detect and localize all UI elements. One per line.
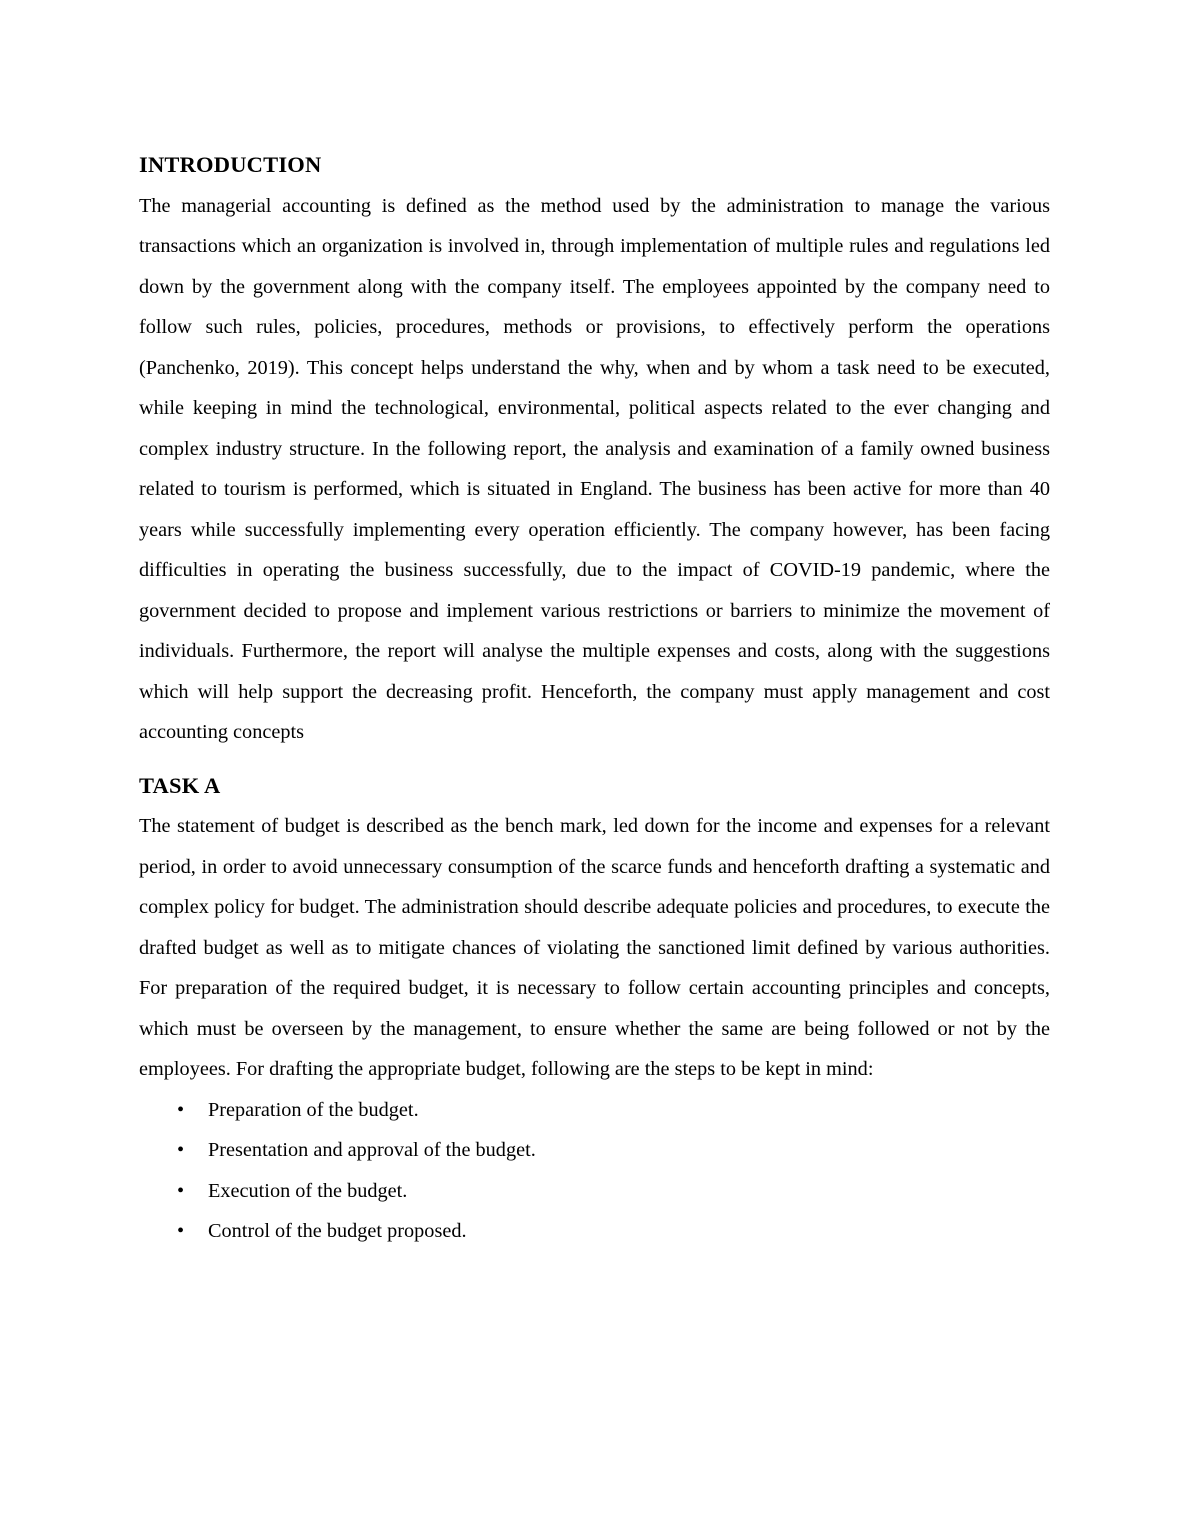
list-item-label: Preparation of the budget. bbox=[208, 1098, 419, 1121]
budget-steps-list bbox=[139, 1090, 1050, 1252]
list-item bbox=[139, 1130, 1050, 1171]
bullet-icon: • bbox=[177, 1098, 185, 1121]
bullet-icon: • bbox=[177, 1220, 185, 1242]
list-item bbox=[139, 1171, 1050, 1212]
list-item-label: Execution of the budget. bbox=[208, 1179, 408, 1202]
list-item bbox=[139, 1211, 1050, 1252]
task-a-paragraph: The statement of budget is described as the bench mark, led down for the income and expenses for a relevant period, in order to avoid unnecessary consumption of the scarce funds and henceforth drafting a systematic and complex policy for budget. The administration should describe adequate policies and procedures, to execute the drafted budget as well as to mitigate chances of violating the sanctioned limit defined by various authorities. For preparation of the required budget, it is necessary to follow certain accounting principles and concepts, which must be overseen by the management, to ensure whether the same are being followed or not by the employees. For drafting the appropriate budget, following are the steps to be kept in mind: bbox=[139, 815, 1050, 1080]
list-item bbox=[139, 1090, 1050, 1131]
bullet-icon: • bbox=[177, 1179, 185, 1202]
section-heading-task-a: TASK A bbox=[139, 772, 221, 798]
document-content bbox=[139, 145, 1050, 1252]
introduction-paragraph: The managerial accounting is defined as the method used by the administration to manage the various transactions which an organization is involved in, through implementation of multiple rules and regulations led down by the government along with the company itself. The employees appointed by the company need to follow such rules, policies, procedures, methods or provisions, to effectively perform the operations (Panchenko, 2019). This concept helps understand the why, when and by whom a task need to be executed, while keeping in mind the technological, environmental, political aspects related to the ever changing and complex industry structure. In the following report, the analysis and examination of a family owned business related to tourism is performed, which is situated in England. The business has been active for more than 40 years while successfully implementing every operation efficiently. The company however, has been facing difficulties in operating the business successfully, due to the impact of COVID-19 pandemic, where the government decided to propose and implement various restrictions or barriers to minimize the movement of individuals. Furthermore, the report will analyse the multiple expenses and costs, along with the suggestions which will help support the decreasing profit. Henceforth, the company must apply management and cost accounting concepts bbox=[139, 194, 1050, 743]
list-item-label: Presentation and approval of the budget. bbox=[208, 1139, 536, 1161]
bullet-icon: • bbox=[177, 1139, 185, 1161]
section-heading-introduction: INTRODUCTION bbox=[139, 152, 322, 177]
list-item-label: Control of the budget proposed. bbox=[208, 1220, 467, 1242]
